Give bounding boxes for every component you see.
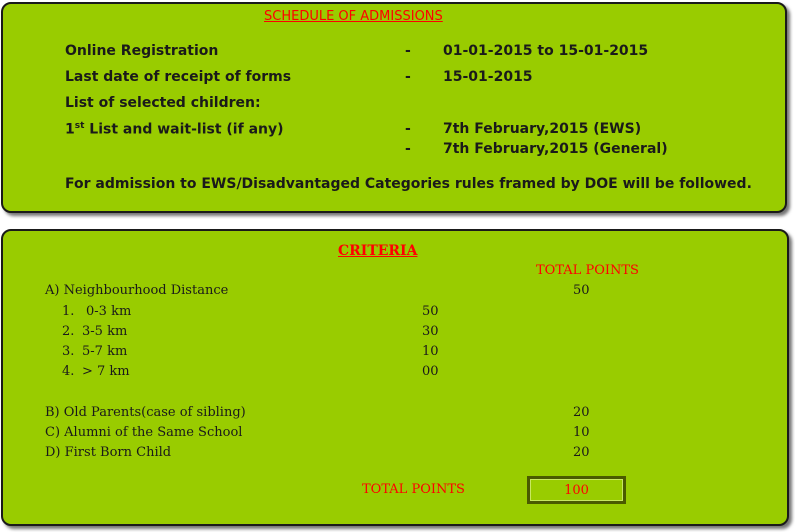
distance-item-number: 4. (62, 364, 75, 379)
schedule-row-label: List of selected children: (65, 95, 261, 111)
first-list-ordinal: 1 (65, 121, 75, 138)
first-list-date-general: 7th February,2015 (General) (443, 141, 668, 157)
criterion-label: C) Alumni of the Same School (45, 425, 243, 440)
schedule-row-label: Last date of receipt of forms (65, 69, 292, 85)
distance-item-range: 5-7 km (82, 344, 128, 359)
criterion-points: 10 (573, 425, 590, 440)
first-list-ordinal-suffix: st (74, 121, 85, 131)
first-list-text: List and wait-list (if any) (84, 121, 284, 138)
criterion-label: A) Neighbourhood Distance (45, 283, 229, 298)
distance-item-number: 3. (62, 344, 75, 359)
schedule-row-value: 15-01-2015 (443, 69, 533, 85)
criterion-label: D) First Born Child (45, 445, 172, 460)
schedule-row-separator: - (405, 69, 411, 85)
total-points-value: 100 (564, 483, 589, 498)
schedule-row-value: 01-01-2015 to 15-01-2015 (443, 43, 649, 59)
distance-item-number: 2. (62, 324, 75, 339)
first-list-separator: - (405, 141, 411, 157)
schedule-row-label: Online Registration (65, 43, 219, 59)
first-list-date-ews: 7th February,2015 (EWS) (443, 121, 642, 137)
distance-item-range: > 7 km (82, 364, 130, 379)
distance-item-points: 30 (422, 324, 439, 339)
distance-item-range: 3-5 km (82, 324, 128, 339)
schedule-row-separator: - (405, 43, 411, 59)
admission-note: For admission to EWS/Disadvantaged Categories rules framed by DOE will be followed. (65, 176, 752, 192)
distance-item-points: 50 (422, 304, 439, 319)
criterion-points: 50 (573, 283, 590, 298)
criteria-title: CRITERIA (338, 243, 418, 259)
criterion-label: B) Old Parents(case of sibling) (45, 405, 246, 420)
distance-item-points: 10 (422, 344, 439, 359)
total-points-box (527, 476, 626, 504)
first-list-separator: - (405, 121, 411, 137)
distance-item-range: 0-3 km (86, 304, 132, 319)
first-list-label (65, 121, 284, 138)
total-points-header: TOTAL POINTS (536, 263, 639, 278)
criterion-points: 20 (573, 405, 590, 420)
criterion-points: 20 (573, 445, 590, 460)
distance-item-number: 1. (62, 304, 75, 319)
total-points-label: TOTAL POINTS (362, 482, 465, 497)
distance-item-points: 00 (422, 364, 439, 379)
schedule-title: SCHEDULE OF ADMISSIONS (264, 9, 443, 24)
